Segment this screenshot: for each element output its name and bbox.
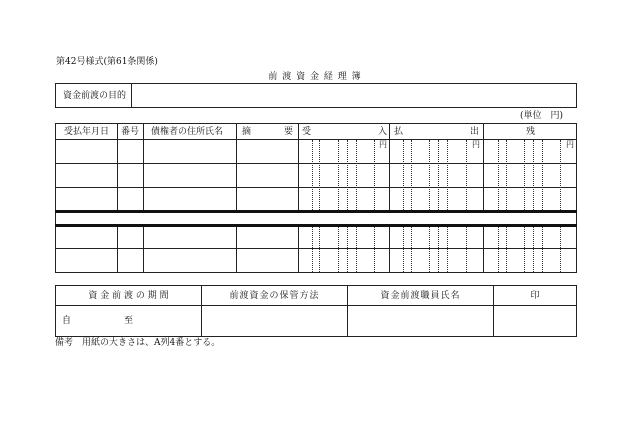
period-from-label: 自 — [62, 316, 72, 326]
period-to-label: 至 — [124, 316, 134, 326]
col-creditor-header: 債権者の住所氏名 — [151, 127, 224, 137]
col-pay-left: 払 — [394, 127, 404, 137]
storage-header: 前渡資金の保管方法 — [229, 291, 320, 301]
remarks-note: 備考 用紙の大きさは、A列4番とする。 — [55, 338, 221, 348]
purpose-box — [55, 83, 577, 108]
col-summary-right: 要 — [284, 127, 294, 137]
col-receive-left: 受 — [302, 127, 312, 137]
form-number: 第42号様式(第61条関係) — [56, 57, 158, 67]
col-number-header: 番号 — [121, 127, 140, 137]
unit-label: (単位 円) — [520, 111, 564, 121]
receive-yen-mark: 円 — [379, 140, 387, 149]
pay-yen-mark: 円 — [472, 140, 480, 149]
ledger-table — [55, 123, 577, 273]
col-summary-left: 摘 — [242, 127, 252, 137]
period-header: 資 金 前 渡 の 期 間 — [88, 291, 169, 301]
col-receive-right: 入 — [378, 127, 388, 137]
col-pay-right: 出 — [470, 127, 480, 137]
advance-info-table — [55, 285, 577, 337]
official-header: 資金前渡職員氏名 — [380, 291, 461, 301]
col-date-header: 受払年月日 — [64, 127, 110, 137]
seal-header: 印 — [530, 291, 540, 301]
col-balance-header: 残 — [526, 127, 536, 137]
purpose-label: 資金前渡の目的 — [63, 91, 127, 101]
page-title: 前 渡 資 金 経 理 簿 — [268, 72, 362, 82]
balance-yen-mark: 円 — [566, 140, 574, 149]
